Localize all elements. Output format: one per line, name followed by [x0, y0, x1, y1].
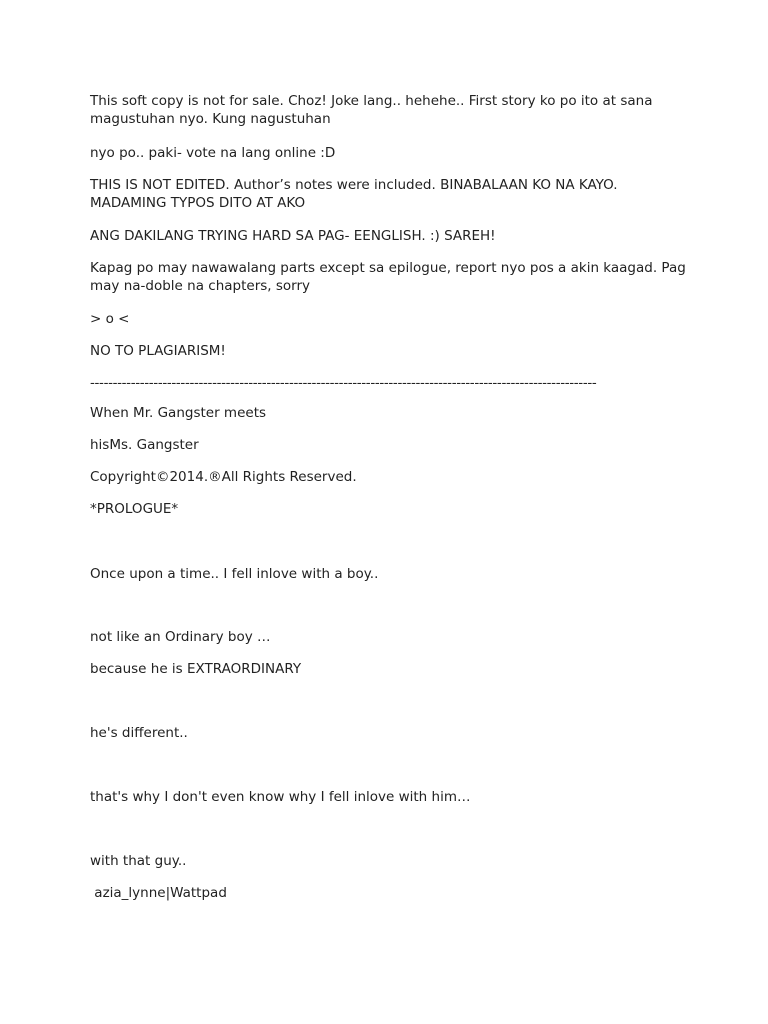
prologue-line-6: with that guy.. [90, 853, 187, 869]
emoticon-line: > o < [90, 311, 130, 327]
title-line-2: hisMs. Gangster [90, 437, 199, 453]
copyright-line: Copyright©2014.®All Rights Reserved. [90, 469, 357, 485]
vote-request-paragraph: nyo po.. paki- vote na lang online :D [90, 145, 336, 161]
author-credit: azia_lynne|Wattpad [90, 885, 227, 901]
title-line-1: When Mr. Gangster meets [90, 405, 267, 421]
separator-line: ---------------------------------------------------------------------------------------------------------------- [90, 375, 597, 391]
english-paragraph: ANG DAKILANG TRYING HARD SA PAG- EENGLISH. :) SAREH! [90, 228, 496, 244]
missing-parts-paragraph: Kapag po may nawawalang parts except sa epilogue, report nyo pos a akin kaagad. Pag may na-doble na chapters, sorry [90, 260, 691, 294]
prologue-line-3: because he is EXTRAORDINARY [90, 661, 302, 677]
prologue-line-5: that's why I don't even know why I fell inlove with him… [90, 789, 471, 805]
plagiarism-line: NO TO PLAGIARISM! [90, 343, 226, 359]
prologue-line-2: not like an Ordinary boy … [90, 629, 271, 645]
intro-paragraph: This soft copy is not for sale. Choz! Joke lang.. hehehe.. First story ko po ito at sana magustuhan nyo. Kung nagustuhan [90, 93, 657, 127]
prologue-line-1: Once upon a time.. I fell inlove with a boy.. [90, 566, 379, 582]
prologue-line-4: he's different.. [90, 725, 188, 741]
prologue-heading: *PROLOGUE* [90, 501, 179, 517]
not-edited-paragraph: THIS IS NOT EDITED. Author’s notes were included. BINABALAAN KO NA KAYO. MADAMING TYPOS DITO AT AKO [90, 177, 622, 211]
